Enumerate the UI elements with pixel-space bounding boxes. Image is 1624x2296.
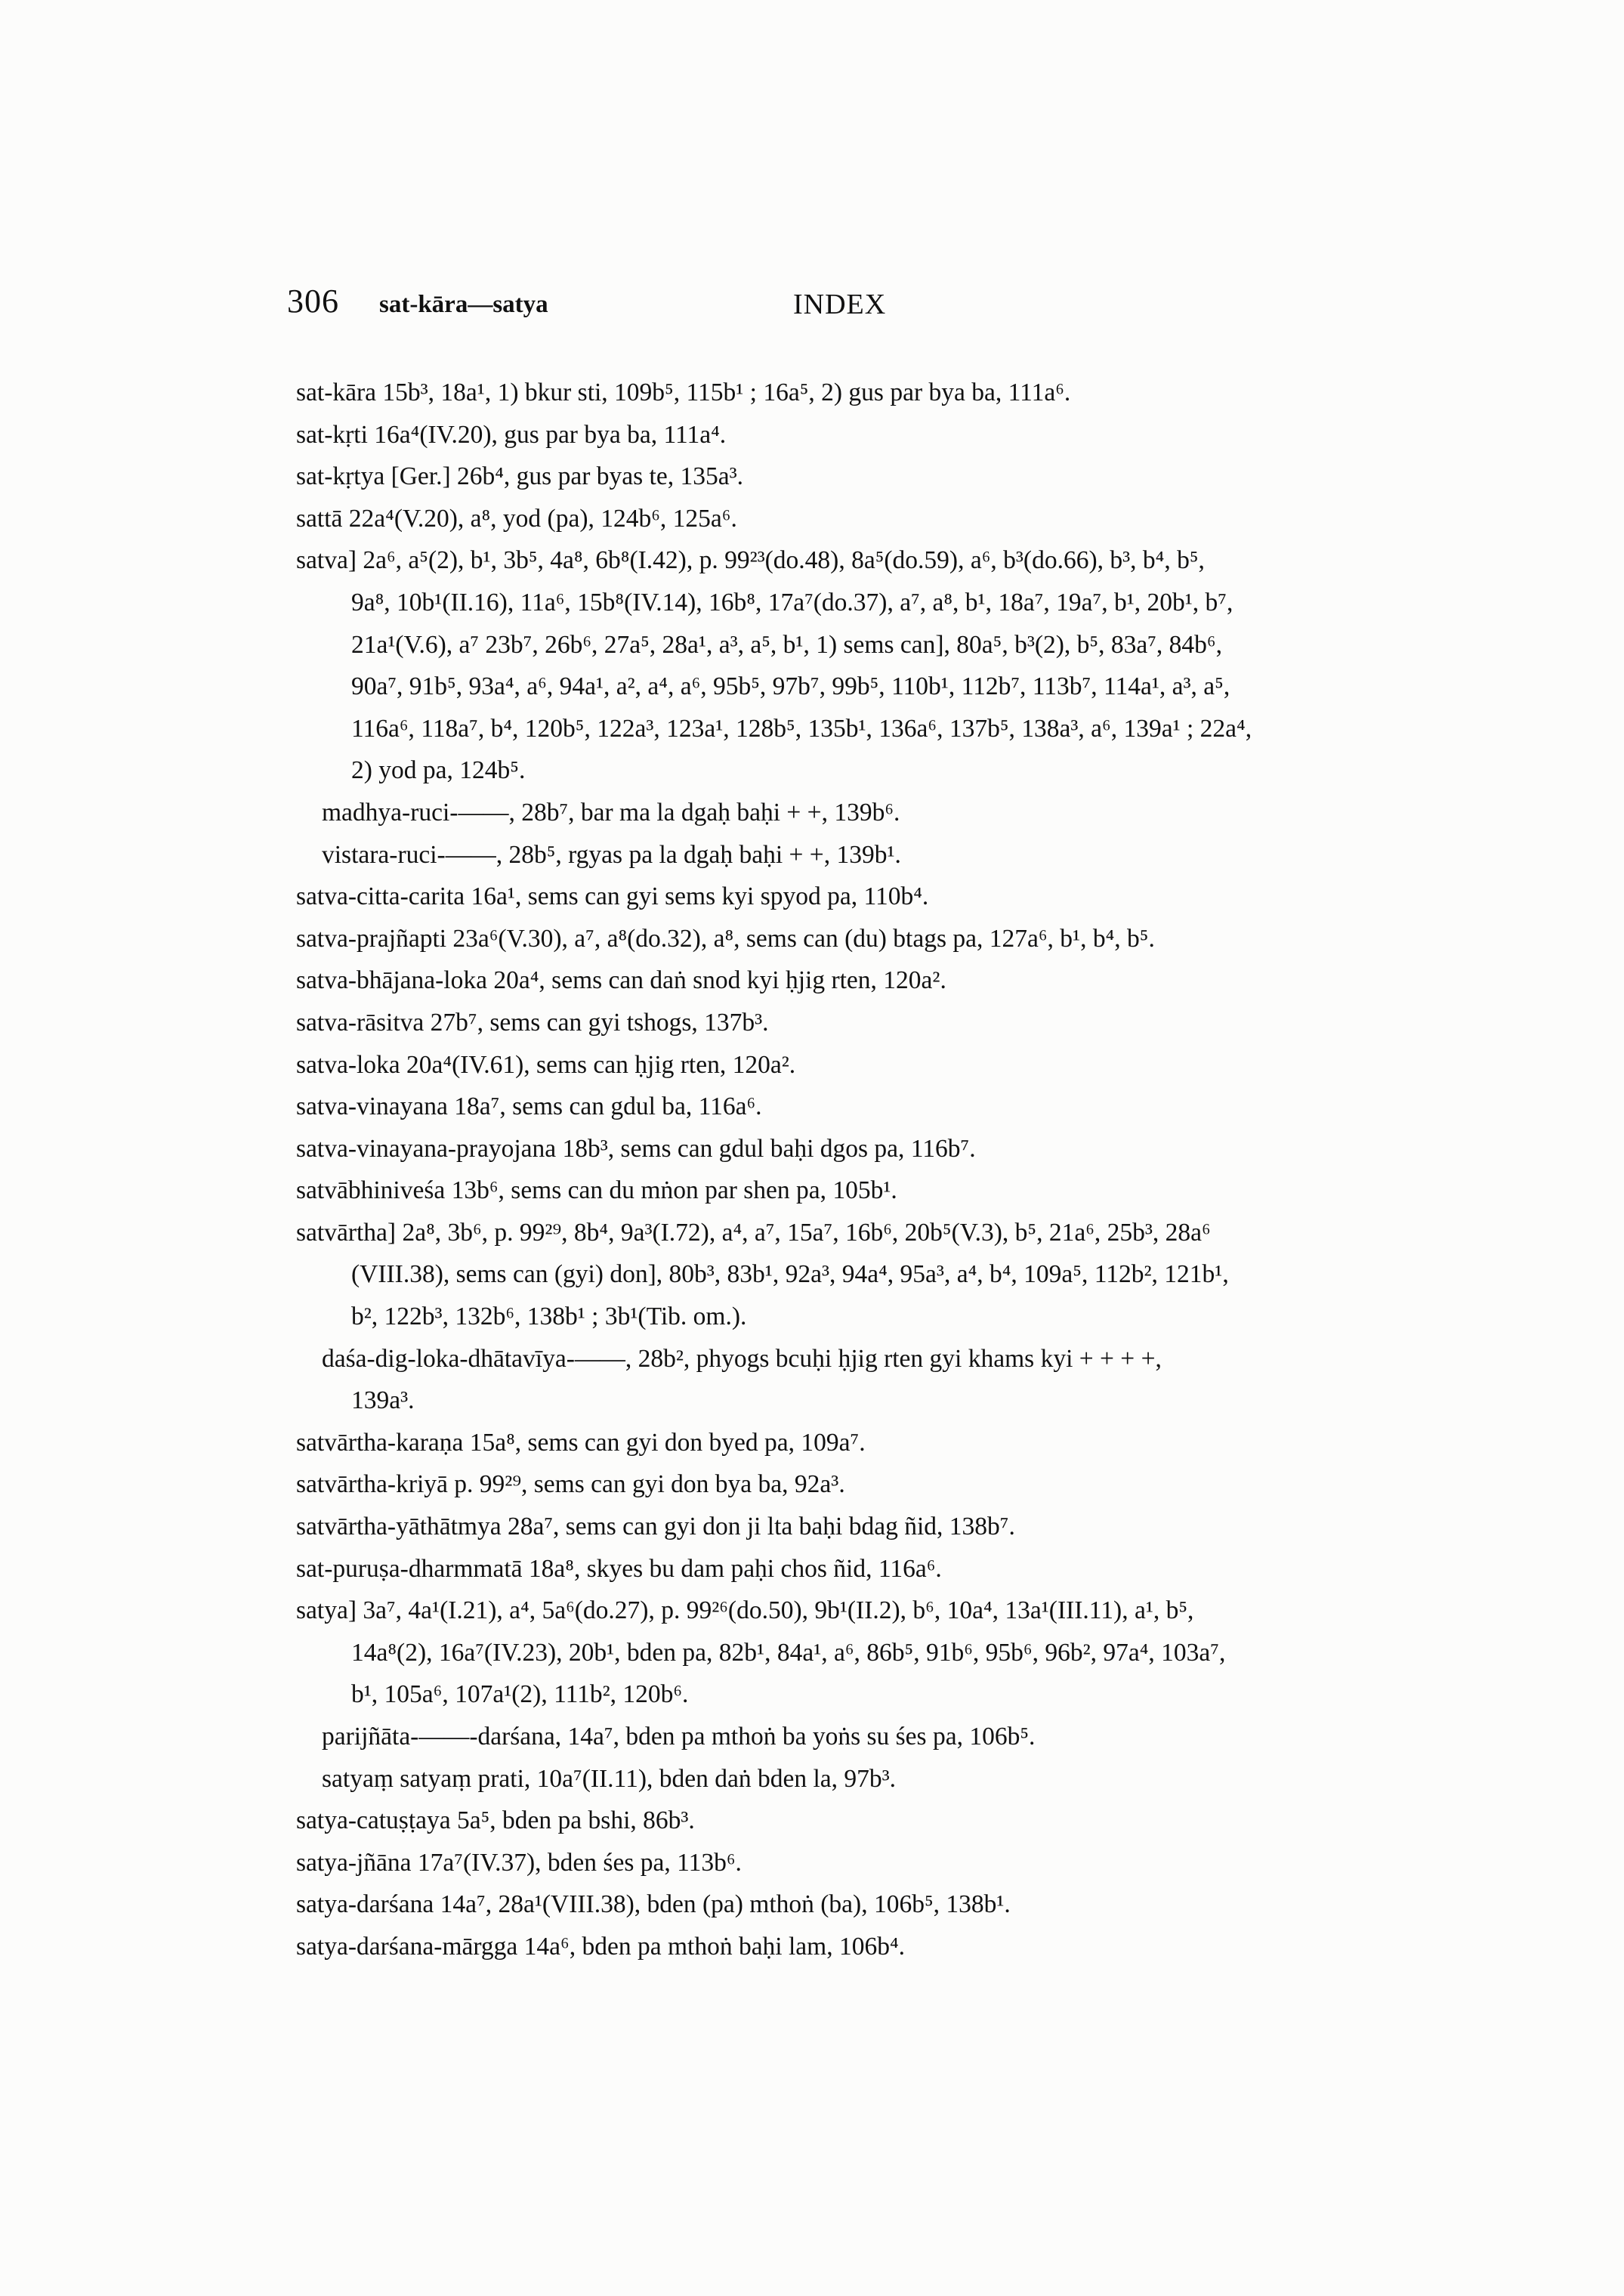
entry-line: satva] 2a⁶, a⁵(2), b¹, 3b⁵, 4a⁸, 6b⁸(I.42), p. 99²³(do.48), 8a⁵(do.59), a⁶, b³(do.66), b³, b⁴, b⁵, [296, 546, 1205, 575]
index-entry [296, 1506, 1414, 1548]
index-entry [296, 498, 1414, 540]
entry-line: 2) yod pa, 124b⁵. [351, 756, 526, 785]
entry-line: satyaṃ satyaṃ prati, 10a⁷(II.11), bden daṅ bden la, 97b³. [322, 1764, 897, 1793]
entry-line: daśa-dig-loka-dhātavīya-——, 28b², phyogs bcuḥi ḥjig rten gyi khams kyi + + + +, [322, 1344, 1162, 1373]
entry-line: 9a⁸, 10b¹(II.16), 11a⁶, 15b⁸(IV.14), 16b⁸, 17a⁷(do.37), a⁷, a⁸, b¹, 18a⁷, 19a⁷, b¹, 20b¹, b⁷, [351, 588, 1233, 616]
index-entry [296, 1590, 1414, 1716]
entry-line: (VIII.38), sems can (gyi) don], 80b³, 83b¹, 92a³, 94a⁴, 95a³, a⁴, b⁴, 109a⁵, 112b², 121b¹, [351, 1260, 1229, 1289]
index-subentry [296, 792, 1414, 834]
page-header [287, 282, 1345, 327]
index-subentry [296, 1758, 1414, 1800]
entry-line: satva-prajñapti 23a⁶(V.30), a⁷, a⁸(do.32), a⁸, sems can (du) btags pa, 127a⁶, b¹, b⁴, b⁵. [296, 924, 1155, 953]
entry-line: 139a³. [351, 1386, 415, 1415]
index-entry [296, 1800, 1414, 1842]
entry-line: sat-kṛtya [Ger.] 26b⁴, gus par byas te, 135a³. [296, 462, 743, 491]
index-entry [296, 959, 1414, 1002]
entry-line: satya-catuṣṭaya 5a⁵, bden pa bshi, 86b³. [296, 1806, 695, 1835]
entry-line: satya-darśana 14a⁷, 28a¹(VIII.38), bden (pa) mthoṅ (ba), 106b⁵, 138b¹. [296, 1890, 1011, 1919]
index-entry [296, 1842, 1414, 1884]
entry-line: satva-rāsitva 27b⁷, sems can gyi tshogs, 137b³. [296, 1008, 769, 1037]
index-entry [296, 1170, 1414, 1212]
index-entry [296, 1422, 1414, 1464]
entry-line: 21a¹(V.6), a⁷ 23b⁷, 26b⁶, 27a⁵, 28a¹, a³, a⁵, b¹, 1) sems can], 80a⁵, b³(2), b⁵, 83a⁷, 84b⁶, [351, 630, 1222, 659]
entry-line: satya] 3a⁷, 4a¹(I.21), a⁴, 5a⁶(do.27), p. 99²⁶(do.50), 9b¹(II.2), b⁶, 10a⁴, 13a¹(III.11), a¹, b⁵, [296, 1596, 1194, 1625]
entry-line: b², 122b³, 132b⁶, 138b¹ ; 3b¹(Tib. om.). [351, 1303, 747, 1331]
index-subentry [296, 1716, 1414, 1758]
entry-line: 90a⁷, 91b⁵, 93a⁴, a⁶, 94a¹, a², a⁴, a⁶, 95b⁵, 97b⁷, 99b⁵, 110b¹, 112b⁷, 113b⁷, 114a¹, a³, a⁵, [351, 672, 1230, 701]
entry-line: satvārtha] 2a⁸, 3b⁶, p. 99²⁹, 8b⁴, 9a³(I.72), a⁴, a⁷, 15a⁷, 16b⁶, 20b⁵(V.3), b⁵, 21a⁶, 25b³, 28a⁶ [296, 1218, 1211, 1247]
entry-line: satvārtha-yāthātmya 28a⁷, sems can gyi don ji lta baḥi bdag ñid, 138b⁷. [296, 1513, 1015, 1541]
index-entries [296, 372, 1414, 1968]
index-entry [296, 1002, 1414, 1044]
entry-line: satva-citta-carita 16a¹, sems can gyi sems kyi spyod pa, 110b⁴. [296, 882, 929, 911]
entry-line: satya-jñāna 17a⁷(IV.37), bden śes pa, 113b⁶. [296, 1848, 742, 1877]
entry-line: sattā 22a⁴(V.20), a⁸, yod (pa), 124b⁶, 125a⁶. [296, 504, 737, 533]
entry-line: satva-vinayana 18a⁷, sems can gdul ba, 116a⁶. [296, 1092, 762, 1121]
entry-line: satva-vinayana-prayojana 18b³, sems can gdul baḥi dgos pa, 116b⁷. [296, 1134, 976, 1163]
entry-line: 14a⁸(2), 16a⁷(IV.23), 20b¹, bden pa, 82b¹, 84a¹, a⁶, 86b⁵, 91b⁶, 95b⁶, 96b², 97a⁴, 103a⁷, [351, 1638, 1226, 1667]
index-entry [296, 1883, 1414, 1926]
index-entry [296, 1548, 1414, 1590]
entry-line: satvārtha-karaṇa 15a⁸, sems can gyi don byed pa, 109a⁷. [296, 1428, 866, 1457]
entry-line: sat-kṛti 16a⁴(IV.20), gus par bya ba, 111a⁴. [296, 420, 727, 449]
entry-line: satvābhiniveśa 13b⁶, sems can du mṅon par shen pa, 105b¹. [296, 1176, 897, 1205]
index-entry [296, 918, 1414, 960]
index-entry [296, 372, 1414, 414]
index-entry [296, 1463, 1414, 1506]
entry-line: satva-loka 20a⁴(IV.61), sems can ḥjig rten, 120a². [296, 1050, 796, 1079]
entry-line: vistara-ruci-——, 28b⁵, rgyas pa la dgaḥ baḥi + +, 139b¹. [322, 840, 901, 869]
index-entry [296, 539, 1414, 792]
page-number: 306 [287, 283, 339, 320]
index-subentry [296, 1338, 1414, 1422]
index-entry [296, 1128, 1414, 1170]
entry-line: 116a⁶, 118a⁷, b⁴, 120b⁵, 122a³, 123a¹, 128b⁵, 135b¹, 136a⁶, 137b⁵, 138a³, a⁶, 139a¹ ; 22a⁴, [351, 714, 1252, 743]
running-head: sat-kāra—satya [379, 291, 548, 318]
entry-line: madhya-ruci-——, 28b⁷, bar ma la dgaḥ baḥi + +, 139b⁶. [322, 798, 900, 827]
index-entry [296, 1212, 1414, 1338]
index-entry [296, 456, 1414, 498]
entry-line: satvārtha-kriyā p. 99²⁹, sems can gyi don bya ba, 92a³. [296, 1470, 845, 1499]
index-entry [296, 1926, 1414, 1968]
index-entry [296, 1086, 1414, 1128]
entry-line: b¹, 105a⁶, 107a¹(2), 111b², 120b⁶. [351, 1680, 689, 1709]
section-title: INDEX [793, 289, 887, 320]
index-entry [296, 1044, 1414, 1086]
entry-line: sat-kāra 15b³, 18a¹, 1) bkur sti, 109b⁵, 115b¹ ; 16a⁵, 2) gus par bya ba, 111a⁶. [296, 379, 1071, 406]
entry-line: satya-darśana-mārgga 14a⁶, bden pa mthoṅ baḥi lam, 106b⁴. [296, 1932, 906, 1961]
index-entry [296, 876, 1414, 918]
entry-line: parijñāta-——-darśana, 14a⁷, bden pa mthoṅ ba yoṅs su śes pa, 106b⁵. [322, 1723, 1036, 1751]
entry-line: satva-bhājana-loka 20a⁴, sems can daṅ snod kyi ḥjig rten, 120a². [296, 966, 946, 995]
entry-line: sat-puruṣa-dharmmatā 18a⁸, skyes bu dam paḥi chos ñid, 116a⁶. [296, 1554, 942, 1583]
index-subentry [296, 834, 1414, 876]
index-entry [296, 414, 1414, 456]
